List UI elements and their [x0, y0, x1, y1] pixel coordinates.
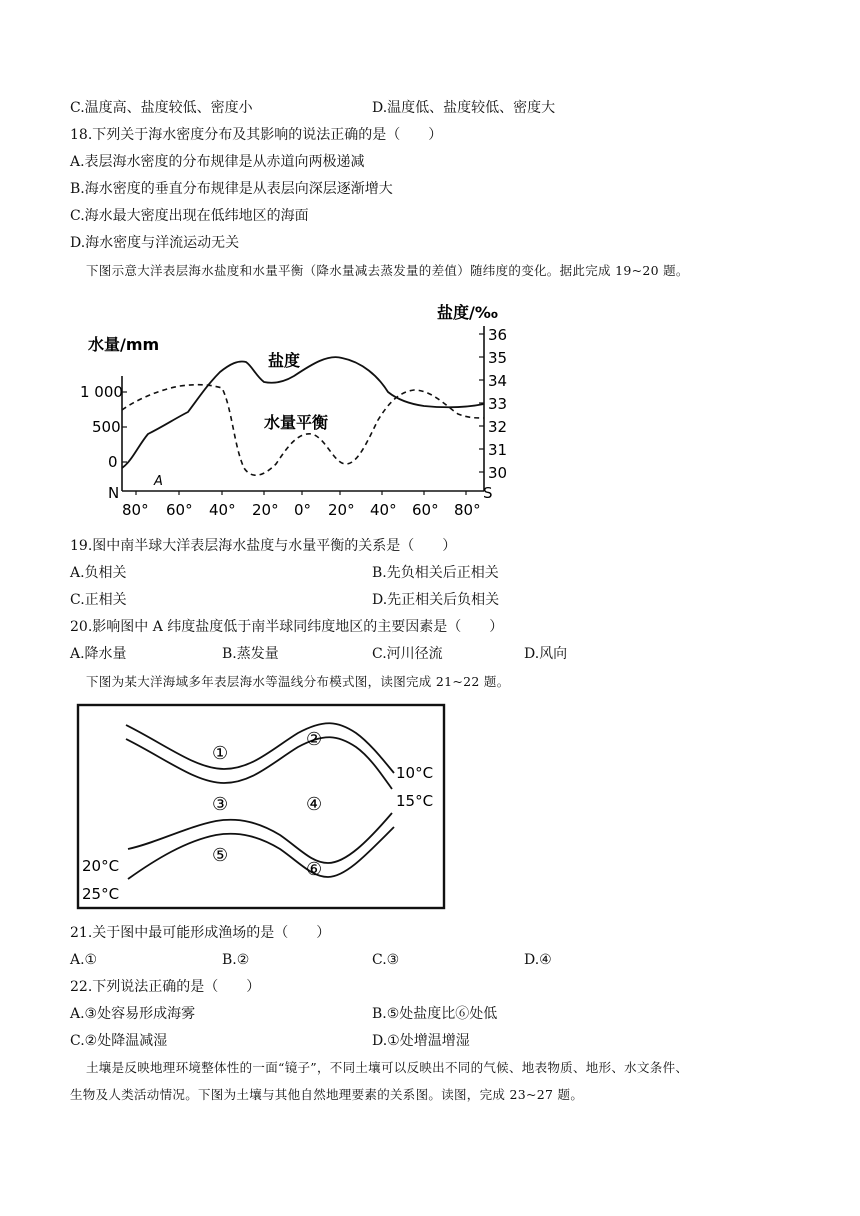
label-10c: 10°C	[396, 764, 434, 782]
q20-option-c: C.河川径流	[372, 646, 443, 662]
q21-stem: 21.关于图中最可能形成渔场的是（ ）	[70, 925, 331, 941]
intro-21-22: 下图为某大洋海域多年表层海水等温线分布模式图，读图完成 21~22 题。	[86, 674, 510, 689]
q18-option-d: D.海水密度与洋流运动无关	[70, 235, 240, 251]
label-15c: 15°C	[396, 792, 434, 810]
intro-19-20: 下图示意大洋表层海水盐度和水量平衡（降水量减去蒸发量的差值）随纬度的变化。据此完成 19~20 题。	[86, 263, 689, 278]
q18-option-a: A.表层海水密度的分布规律是从赤道向两极递减	[70, 154, 365, 170]
right-axis-label: 盐度/‰	[437, 303, 498, 322]
marker-2: ②	[306, 729, 323, 750]
right-tick-33: 33	[488, 395, 508, 413]
x-tick: 80°	[122, 501, 149, 519]
q19-option-a: A.负相关	[70, 565, 127, 581]
right-tick-36: 36	[488, 326, 508, 344]
label-25c: 25°C	[82, 885, 120, 903]
q22-option-a: A.③处容易形成海雾	[70, 1006, 196, 1022]
label-20c: 20°C	[82, 857, 120, 875]
q18-stem: 18.下列关于海水密度分布及其影响的说法正确的是（ ）	[70, 127, 443, 143]
right-tick-35: 35	[488, 349, 508, 367]
q19-option-c: C.正相关	[70, 592, 127, 608]
q20-option-a: A.降水量	[70, 646, 127, 662]
left-axis-label: 水量/mm	[88, 335, 160, 354]
marker-4: ④	[306, 794, 323, 815]
south-label: S	[483, 484, 493, 502]
point-a-label: A	[154, 474, 163, 489]
q20-option-b: B.蒸发量	[222, 646, 279, 662]
right-tick-30: 30	[488, 464, 508, 482]
q17-option-c: C.温度高、盐度较低、密度小	[70, 100, 253, 116]
right-tick-32: 32	[488, 418, 508, 436]
q20-stem: 20.影响图中 A 纬度盐度低于南半球同纬度地区的主要因素是（ ）	[70, 619, 504, 635]
x-tick: 20°	[252, 501, 279, 519]
marker-1: ①	[212, 743, 229, 764]
north-label: N	[108, 484, 120, 502]
x-tick: 40°	[370, 501, 397, 519]
right-tick-34: 34	[488, 372, 508, 390]
left-tick-1000: 1 000	[80, 383, 123, 401]
left-tick-0: 0	[108, 453, 118, 471]
q22-stem: 22.下列说法正确的是（ ）	[70, 979, 261, 995]
marker-5: ⑤	[212, 845, 229, 866]
q18-option-c: C.海水最大密度出现在低纬地区的海面	[70, 208, 309, 224]
x-tick: 40°	[209, 501, 236, 519]
q22-option-b: B.⑤处盐度比⑥处低	[372, 1006, 498, 1022]
q20-option-d: D.风向	[524, 646, 568, 662]
isotherm-diagram	[76, 703, 448, 911]
q19-option-b: B.先负相关后正相关	[372, 565, 499, 581]
marker-6: ⑥	[306, 859, 323, 880]
q21-option-d: D.④	[524, 952, 552, 968]
x-tick: 60°	[166, 501, 193, 519]
intro-23-27-line1: 土壤是反映地理环境整体性的一面“镜子”，不同土壤可以反映出不同的气候、地表物质、地形、水文条件、	[86, 1060, 689, 1075]
q21-option-a: A.①	[70, 952, 98, 968]
q22-option-d: D.①处增温增湿	[372, 1033, 470, 1049]
q18-option-b: B.海水密度的垂直分布规律是从表层向深层逐渐增大	[70, 181, 393, 197]
q19-stem: 19.图中南半球大洋表层海水盐度与水量平衡的关系是（ ）	[70, 538, 457, 554]
salinity-series-label: 盐度	[268, 351, 301, 370]
x-tick: 20°	[328, 501, 355, 519]
q17-option-d: D.温度低、盐度较低、密度大	[372, 100, 556, 116]
left-tick-500: 500	[92, 418, 121, 436]
salinity-water-balance-chart	[72, 296, 522, 528]
water-balance-series-label: 水量平衡	[264, 413, 329, 432]
q19-option-d: D.先正相关后负相关	[372, 592, 500, 608]
intro-23-27-line2: 生物及人类活动情况。下图为土壤与其他自然地理要素的关系图。读图，完成 23~27 题。	[70, 1087, 584, 1102]
right-tick-31: 31	[488, 441, 508, 459]
x-tick: 80°	[454, 501, 481, 519]
q21-option-b: B.②	[222, 952, 250, 968]
q22-option-c: C.②处降温减湿	[70, 1033, 168, 1049]
x-tick: 0°	[294, 501, 312, 519]
q21-option-c: C.③	[372, 952, 400, 968]
x-tick: 60°	[412, 501, 439, 519]
marker-3: ③	[212, 794, 229, 815]
